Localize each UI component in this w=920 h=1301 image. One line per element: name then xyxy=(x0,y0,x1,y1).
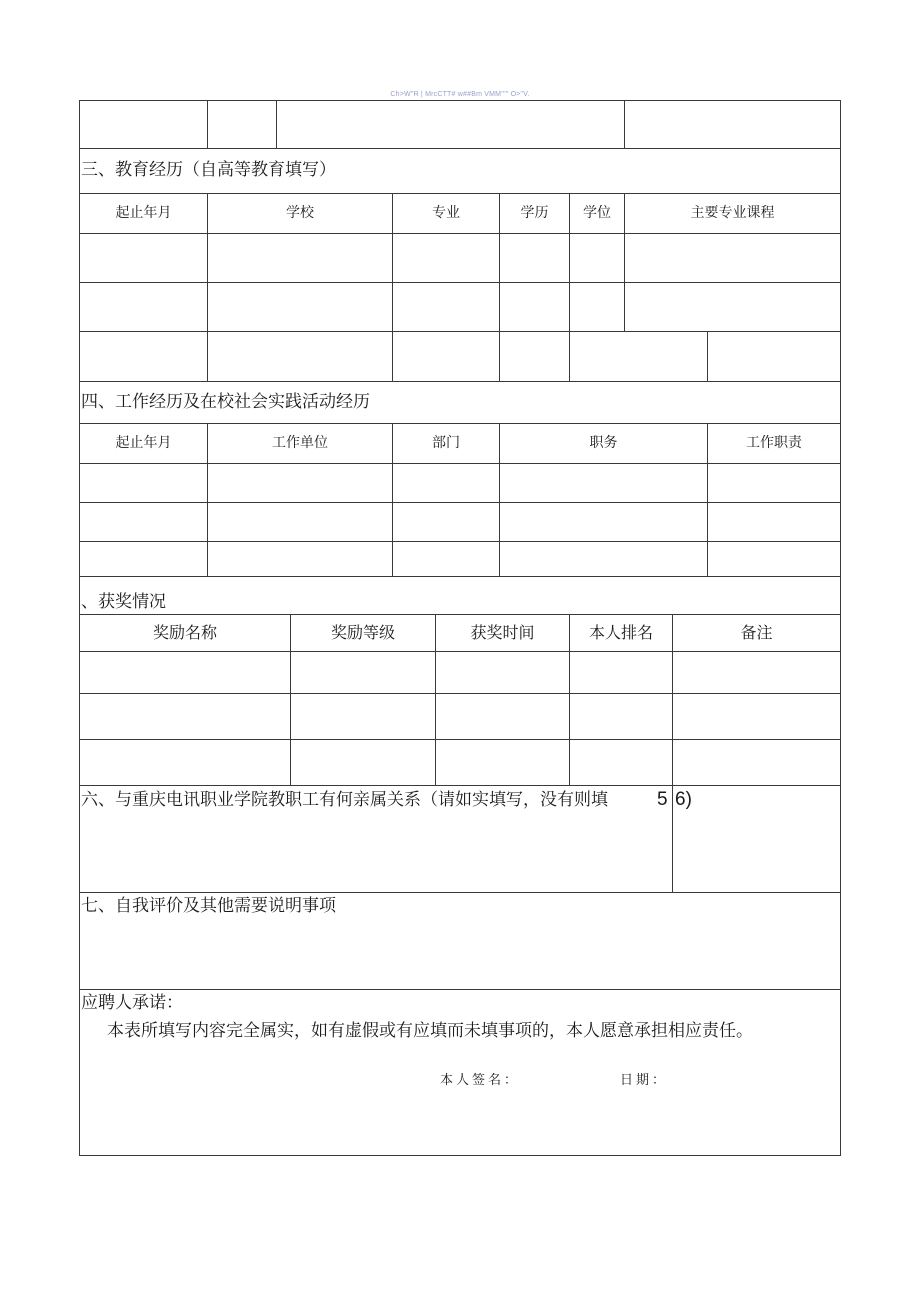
row-divider xyxy=(79,576,841,577)
row-divider xyxy=(79,614,841,615)
date-field[interactable] xyxy=(668,1068,828,1092)
education-header-degree: 学位 xyxy=(583,205,611,221)
education-header-school: 学校 xyxy=(286,205,314,221)
row-divider xyxy=(79,651,841,652)
education-header-period: 起止年月 xyxy=(115,205,172,221)
row-divider xyxy=(79,502,841,503)
work-header-employer: 工作单位 xyxy=(272,435,328,451)
education-header-major: 专业 xyxy=(432,205,460,221)
self-eval-section-title: 七、自我评价及其他需要说明事项 xyxy=(81,896,336,916)
pledge-text: 本表所填写内容完全属实，如有虚假或有应填而未填事项的，本人愿意承担相应责任。 xyxy=(107,1021,753,1041)
pledge-title: 应聘人承诺： xyxy=(81,993,183,1013)
row-divider xyxy=(79,785,841,786)
row-divider xyxy=(79,892,841,893)
awards-header-date: 获奖时间 xyxy=(470,625,535,642)
col-divider xyxy=(207,100,208,149)
table-border-right xyxy=(840,100,841,1156)
col-divider xyxy=(624,100,625,149)
row-divider xyxy=(79,423,841,424)
awards-section-title: 、获奖情况 xyxy=(81,592,166,612)
awards-header-rank: 本人排名 xyxy=(588,625,653,642)
work-section-title: 四、工作经历及在校社会实践活动经历 xyxy=(81,392,370,412)
col-divider xyxy=(707,331,708,382)
signature-label: 本人签名： xyxy=(440,1073,521,1088)
col-divider xyxy=(499,193,500,382)
relatives-answer-field[interactable] xyxy=(81,818,670,890)
relatives-title-suffix-b: 6) xyxy=(675,789,692,810)
row-divider xyxy=(79,541,841,542)
education-header-courses: 主要专业课程 xyxy=(690,205,775,221)
education-header-degree-level: 学历 xyxy=(520,205,549,221)
row-divider xyxy=(79,282,841,283)
table-border-top xyxy=(79,100,841,101)
signature-field[interactable] xyxy=(520,1068,610,1092)
work-header-period: 起止年月 xyxy=(115,435,172,451)
col-divider xyxy=(207,193,208,382)
awards-header-level: 奖励等级 xyxy=(330,625,395,642)
self-eval-answer-field[interactable] xyxy=(81,924,838,987)
row-divider xyxy=(79,331,841,332)
awards-header-remarks: 备注 xyxy=(740,625,773,642)
col-divider xyxy=(672,785,673,893)
work-header-position: 职务 xyxy=(589,435,618,451)
relatives-section-title: 六、与重庆电讯职业学院教职工有何亲属关系（请如实填写，没有则填 xyxy=(81,790,608,810)
work-header-department: 部门 xyxy=(432,435,460,451)
row-divider xyxy=(79,148,841,149)
col-divider xyxy=(569,193,570,382)
row-divider xyxy=(79,381,841,382)
table-border-bottom xyxy=(79,1155,841,1156)
row-divider xyxy=(79,463,841,464)
row-divider xyxy=(79,193,841,194)
education-section-title: 三、教育经历（自高等教育填写） xyxy=(81,160,336,180)
row-divider xyxy=(79,989,841,990)
page-header-stamp: Ch>W"R | MrcCTT# w##Bm VMM'''" O>"V. xyxy=(390,91,530,98)
date-label: 日期： xyxy=(620,1073,669,1088)
row-divider xyxy=(79,693,841,694)
relatives-title-suffix-a: 5 xyxy=(657,789,668,810)
row-divider xyxy=(79,739,841,740)
col-divider xyxy=(276,100,277,149)
work-header-duties: 工作职责 xyxy=(746,435,802,451)
awards-header-name: 奖励名称 xyxy=(152,625,217,642)
row-divider xyxy=(79,233,841,234)
col-divider xyxy=(392,193,393,382)
